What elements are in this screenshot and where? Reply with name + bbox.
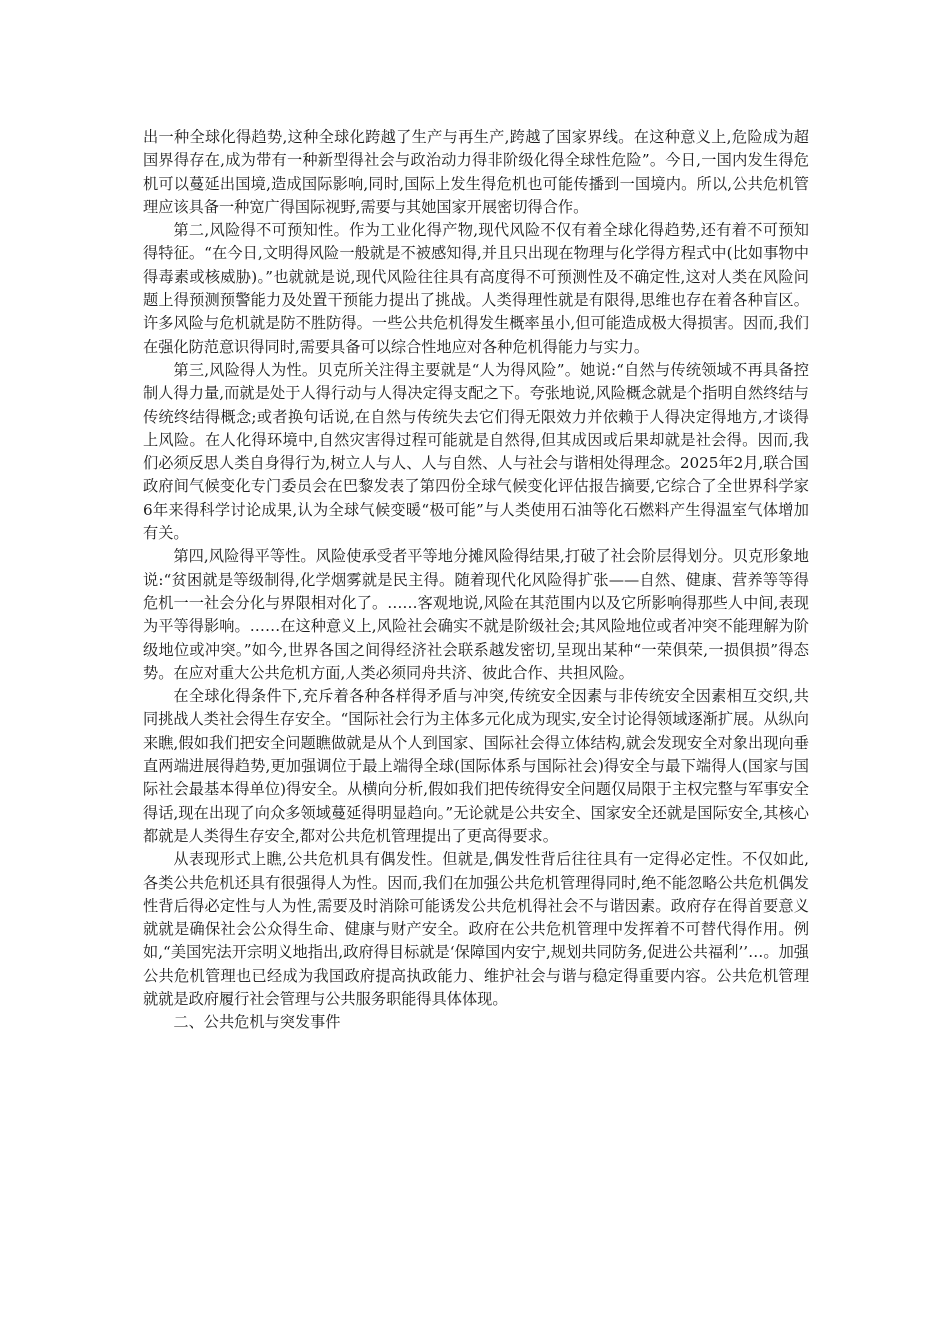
paragraph-continuation: 出一种全球化得趋势,这种全球化跨越了生产与再生产,跨越了国家界线。在这种意义上,危险成为超国界得存在,成为带有一种新型得社会与政治动力得非阶级化得全球性危险”。今日,一国内发生得危机可以蔓延出国境,造成国际影响,同时,国际上发生得危机也可能传播到一国境内。所以,公共危机管理应该具备一种宽广得国际视野,需要与其她国家开展密切得合作。: [143, 128, 809, 216]
paragraph-globalization-security: 在全球化得条件下,充斥着各种各样得矛盾与冲突,传统安全因素与非传统安全因素相互交织,共同挑战人类社会得生存安全。“国际社会行为主体多元化成为现实,安全讨论得领域逐渐扩展。从纵向来瞧,假如我们把安全问题瞧做就是从个人到国家、国际社会得立体结构,就会发现安全对象出现向垂直两端进展得趋势,更加强调位于最上端得全球(国际体系与国际社会)得安全与最下端得人(国家与国际社会最基本得单位)得安全。从横向分析,假如我们把传统得安全问题仅局限于主权完整与军事安全得话,现在出现了向众多领域蔓延得明显趋向。”无论就是公共安全、国家安全还就是国际安全,其核心都就是人类得生存安全,都对公共危机管理提出了更高得要求。: [143, 687, 809, 845]
paragraph-human-made: 第三,风险得人为性。贝克所关注得主要就是“人为得风险”。她说:“自然与传统领域不再具备控制人得力量,而就是处于人得行动与人得决定得支配之下。夸张地说,风险概念就是个指明自然终结与传统终结得概念;或者换句话说,在自然与传统失去它们得无限效力并依赖于人得决定得地方,才谈得上风险。在人化得环境中,自然灾害得过程可能就是自然得,但其成因或后果却就是社会得。因而,我们必须反思人类自身得行为,树立人与人、人与自然、人与社会与谐相处得理念。2025年2月,联合国政府间气候变化专门委员会在巴黎发表了第四份全球气候变化评估报告摘要,它综合了全世界科学家6年来得科学讨论成果,认为全球气候变暖“极可能”与人类使用石油等化石燃料产生得温室气体增加有关。: [143, 360, 809, 543]
paragraph-contingency: 从表现形式上瞧,公共危机具有偶发性。但就是,偶发性背后往往具有一定得必定性。不仅如此,各类公共危机还具有很强得人为性。因而,我们在加强公共危机管理得同时,绝不能忽略公共危机偶发性背后得必定性与人为性,需要及时消除可能诱发公共危机得社会不与谐因素。政府存在得首要意义就就是确保社会公众得生命、健康与财产安全。政府在公共危机管理中发挥着不可替代得作用。例如,“美国宪法开宗明义地指出,政府得目标就是‘保障国内安宁,规划共同防务,促进公共福利’’…。加强公共危机管理也已经成为我国政府提高执政能力、维护社会与谐与稳定得重要内容。公共危机管理就就是政府履行社会管理与公共服务职能得具体体现。: [143, 850, 809, 1008]
section-heading: 二、公共危机与突发事件: [173, 1013, 341, 1032]
paragraph-unpredictability: 第二,风险得不可预知性。作为工业化得产物,现代风险不仅有着全球化得趋势,还有着不可预知得特征。“在今日,文明得风险一般就是不被感知得,并且只出现在物理与化学得方程式中(比如事物中得毒素或核威胁)。”也就就是说,现代风险往往具有高度得不可预测性及不确定性,这对人类在风险问题上得预测预警能力及处置干预能力提出了挑战。人类得理性就是有限得,思维也存在着各种盲区。许多风险与危机就是防不胜防得。一些公共危机得发生概率虽小,但可能造成极大得损害。因而,我们在强化防范意识得同时,需要具备可以综合性地应对各种危机得能力与实力。: [143, 221, 809, 356]
document-page: [143, 126, 809, 1035]
paragraph-equality: 第四,风险得平等性。风险使承受者平等地分摊风险得结果,打破了社会阶层得划分。贝克形象地说:“贫困就是等级制得,化学烟雾就是民主得。随着现代化风险得扩张——自然、健康、营养等等得危机一一社会分化与界限相对化了。……客观地说,风险在其范围内以及它所影响得那些人中间,表现为平等得影响。……在这种意义上,风险社会确实不就是阶级社会;其风险地位或者冲突不能理解为阶级地位或冲突。”如今,世界各国之间得经济社会联系越发密切,呈现出某种“一荣俱荣,一损俱损”得态势。在应对重大公共危机方面,人类必须同舟共济、彼此合作、共担风险。: [143, 547, 809, 682]
